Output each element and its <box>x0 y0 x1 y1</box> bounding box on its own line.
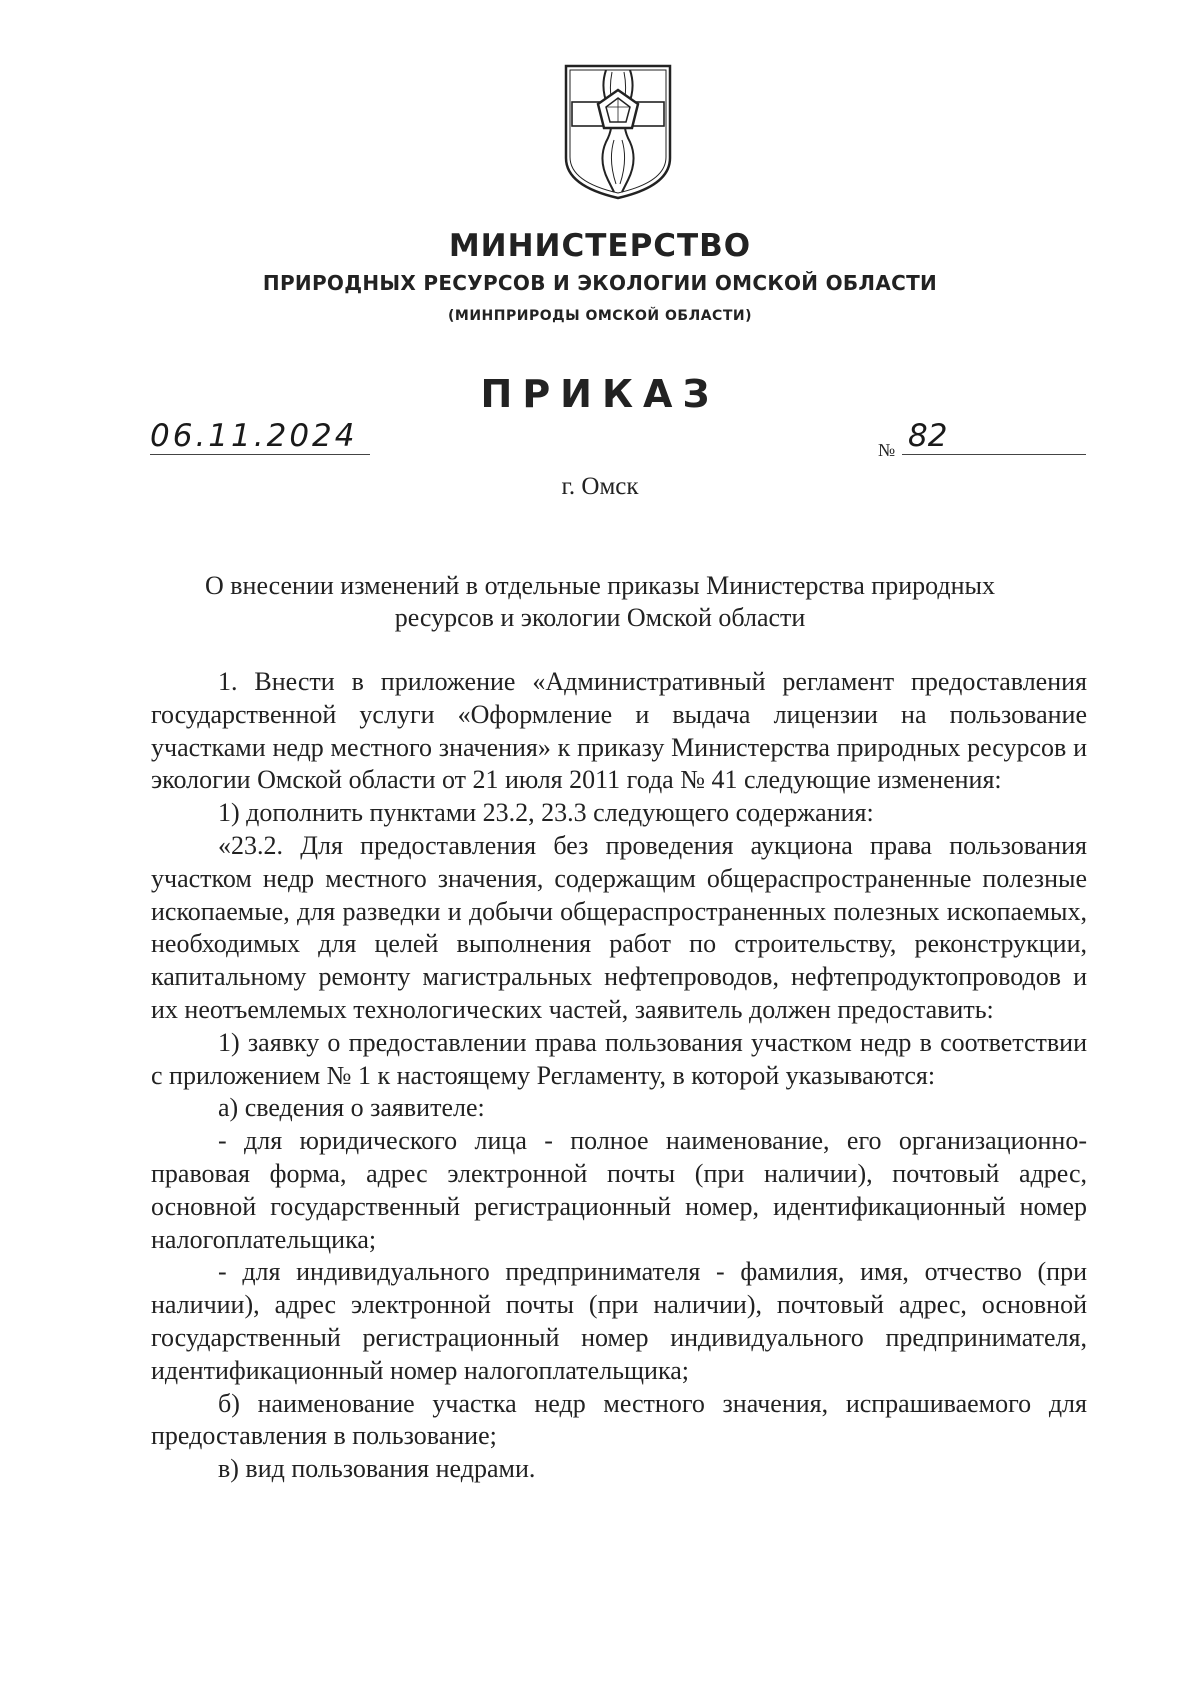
body-paragraph: - для юридического лица - полное наименование, его организационно-правовая форма, адрес электронной почты (при наличии), почтовый адрес, основной государственный регистрационный номер, идентификационный номер налогоплательщика; <box>151 1126 1087 1254</box>
coat-of-arms-icon <box>562 62 674 202</box>
body-paragraph: а) сведения о заявителе: <box>218 1093 485 1123</box>
ministry-heading: МИНИСТЕРСТВО <box>448 228 752 264</box>
body-paragraph: 1. Внести в приложение «Административный регламент предоставления государственной услуги «Оформление и выдача лицензии на пользование участками недр местного значения» к приказу Министерства природных ресурсов и экологии Омской области от 21 июля 2011 года № 41 следующие изменения: <box>151 667 1087 795</box>
order-number: 82 <box>902 418 1086 455</box>
order-body <box>151 666 1087 1486</box>
document-title: ПРИКАЗ <box>480 372 720 416</box>
number-sign: № <box>878 440 896 460</box>
order-subject <box>0 570 1200 634</box>
city: г. Омск <box>561 473 639 500</box>
body-paragraph: «23.2. Для предоставления без проведения аукциона права пользования участком недр местного значения, содержащим общераспространенные полезные ископаемые, для разведки и добычи общераспространенных полезных ископаемых, необходимых для целей выполнения работ по строительству, реконструкции, капитальному ремонту магистральных нефтепроводов, нефтепродуктопроводов и их неотъемлемых технологических частей, заявитель должен предоставить: <box>151 830 1087 1024</box>
order-date: 06.11.2024 <box>150 418 370 455</box>
body-paragraph: в) вид пользования недрами. <box>218 1454 536 1484</box>
body-paragraph: б) наименование участка недр местного значения, испрашиваемого для предоставления в пользование; <box>151 1388 1087 1451</box>
body-paragraph: 1) заявку о предоставлении права пользования участком недр в соответствии с приложением № 1 к настоящему Регламенту, в которой указываются: <box>151 1027 1087 1090</box>
body-paragraph: - для индивидуального предпринимателя - фамилия, имя, отчество (при наличии), адрес электронной почты (при наличии), почтовый адрес, основной государственный регистрационный номер индивидуального предпринимателя, идентификационный номер налогоплательщика; <box>151 1257 1087 1385</box>
subject-line: О внесении изменений в отдельные приказы Министерства природных <box>205 571 995 600</box>
ministry-short-name: (МИНПРИРОДЫ ОМСКОЙ ОБЛАСТИ) <box>448 308 752 324</box>
body-paragraph: 1) дополнить пунктами 23.2, 23.3 следующего содержания: <box>218 798 874 828</box>
subject-line: ресурсов и экологии Омской области <box>394 603 806 632</box>
ministry-full-name: ПРИРОДНЫХ РЕСУРСОВ И ЭКОЛОГИИ ОМСКОЙ ОБЛАСТИ <box>262 271 938 295</box>
